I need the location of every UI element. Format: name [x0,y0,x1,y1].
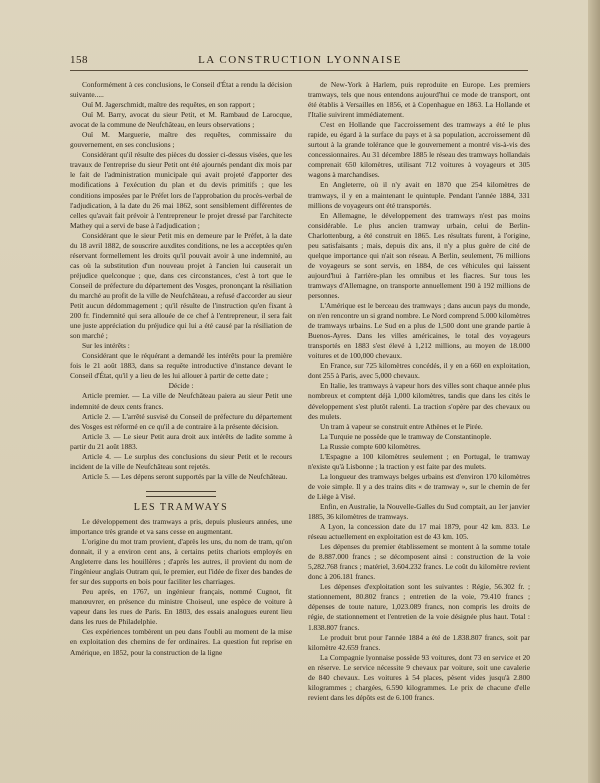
paragraph: Article 2. — L'arrêté susvisé du Conseil de préfecture du département des Vosges est réformé en ce qu'il a de contraire à la présente décision. [70,411,292,431]
paragraph: Article 4. — Le surplus des conclusions du sieur Petit et le recours incident de la ville de Neufchâteau sont rejetés. [70,451,292,471]
paragraph: Enfin, en Australie, la Nouvelle-Galles du Sud comptait, au 1er janvier 1885, 36 kilomètres de tramways. [308,501,530,522]
paragraph: Les dépenses du premier établissement se montent à la somme totale de 8.887.000 francs ; se décomposent ainsi : construction de la voie 5,282.768 francs ; matériel, 3.604.232 francs. Le coût du kilomètre revient donc à 206.181 francs. [308,542,530,582]
paragraph: Ouï M. Barry, avocat du sieur Petit, et M. Rambaud de Larocque, avocat de la commune de Neufchâteau, en leurs observations ; [70,110,292,130]
paragraph: Considérant que le réquérant a demandé les intérêts pour la première fois le 21 août 1883, dans sa requête introductive d'instance devant le Conseil d'État, qu'il y a lieu de les lui allouer à partir de cette date ; [70,351,292,381]
paragraph: Ces expériences tombèrent un peu dans l'oubli au moment de la mise en exploitation des chemins de fer ordinaires. La question fut reprise en Amérique, en 1852, pour la construction de la ligne [70,627,292,657]
paragraph: L'origine du mot tram provient, d'après les uns, du nom de tram, qu'on donnait, il y a environ cent ans, à certains petits chariots employés en Angleterre dans les houillères ; d'après les autres, il provient du nom de l'ingénieur anglais Outram qui, le premier, eut l'idée de fixer des bandes de fer sur des supports en bois pour faciliter les charriages. [70,537,292,587]
paragraph: Le développement des tramways a pris, depuis plusieurs années, une importance très grande et va sans cesse en augmentant. [70,516,292,536]
paragraph: La Turquie ne possède que le tramway de Constantinople. [320,431,492,441]
tramways-article-start [70,517,292,658]
left-column [70,80,292,658]
paragraph: Article 3. — Le sieur Petit aura droit aux intérêts de ladite somme à partir du 21 août 1883. [70,431,292,451]
journal-title: LA CONSTRUCTION LYONNAISE [198,54,402,66]
paragraph: En Italie, les tramways à vapeur hors des villes sont chaque année plus nombreux et comptent déjà 1,000 kilomètres, tandis que dans les cités le développement s'est plutôt ralenti. La traction s'opère par des chevaux ou des mulets. [308,381,530,421]
page-edge-shadow [588,0,600,783]
paragraph: C'est en Hollande que l'accroissement des tramways a été le plus rapide, eu égard à la surface du pays et à sa population, accroissement dû surtout à la grande tolérance que le gouvernement a montré vis-à-vis des concessionnaires. Au 31 décembre 1885 le réseau des tramways hollandais comprenait 650 kilomètres, utilisant 712 voitures à voyageurs et 305 wagons à marchandises. [308,120,530,180]
decision-text [70,80,292,482]
paragraph: Les dépenses d'exploitation sont les suivantes : Régie, 56.302 fr. ; stationnement, 80.802 francs ; entretien de la voie, 79.410 francs ; dépenses de toute nature, 1,023.089 francs, non compris les droits de régie, de stationnement et l'entretien de la voie désignée plus haut. Total : 1.838.807 francs. [308,582,530,632]
tramways-article-continued [308,80,530,703]
paragraph: Ouï M. Marguerie, maître des requêtes, commissaire du gouvernement, en ses conclusions ; [70,130,292,150]
paragraph: Considérant qu'il résulte des pièces du dossier ci-dessus visées, que les travaux de l'entreprise du sieur Petit ont été ajournés pendant dix mois par le fait de l'administration municipale qui avait projeté d'apporter des modifications à l'exécution du plan et du devis primitifs ; que les conditions imposées par le Préfet lors de l'approbation du procès-verbal de l'adjudication, à la date du 26 mai 1862, sont sensiblement différentes de celles qu'avait fait prévoir à l'entrepreneur le projet dressé par l'architecte Mathey qui a servi de base à l'adjudication ; [70,150,292,230]
paragraph: L'Amérique est le berceau des tramways ; dans aucun pays du monde, on n'en rencontre un si grand nombre. Le Nord comprend 5.000 kilomètres de tramways urbains. Le Sud en a plus de 1,500 dont une grande partie à Buenos-Ayres. Dans les villes américaines, le total des voyageurs transportés en 1883 s'est élevé à 1,212 millions, au moyen de 18.000 voitures et de 100,000 chevaux. [308,301,530,361]
paragraph: Conformément à ces conclusions, le Conseil d'État a rendu la décision suivante..... [70,80,292,100]
right-column [308,80,530,703]
paragraph: La Compagnie lyonnaise possède 93 voitures, dont 73 en service et 20 en réserve. Le service nécessite 9 chevaux par voiture, soit une cavalerie de 840 chevaux. Les voitures à 54 places, pèsent vides jusqu'à 2.800 kilogrammes ; chargées, 6.590 kilogrammes. Le prix de chacune d'elle revient dans les dépôts est de 6.100 francs. [308,652,530,702]
paragraph: La longueur des tramways belges urbains est d'environ 170 kilomètres de voie simple. Il y a des trains dits « de tramway », sur le chemin de fer de Liège à Visé. [308,471,530,501]
paragraph: Décide : [168,381,194,391]
paragraph: La Russie compte 600 kilomètres. [320,441,421,451]
paragraph: L'Espagne a 100 kilomètres seulement ; en Portugal, le tramway n'existe qu'à Lisbonne ; la traction y est faite par des mulets. [308,451,530,471]
paragraph: Peu après, en 1767, un ingénieur français, nommé Cugnot, fit manœuvrer, en présence du ministre Choiseul, une espèce de voiture à vapeur dans les rues de Paris. En 1803, des essais analogues eurent lieu dans les rues de Philadelphie. [70,587,292,627]
section-divider [146,491,216,497]
section-title: LES TRAMWAYS [133,501,229,513]
page-number: 158 [70,54,88,66]
header-rule [70,70,528,71]
paragraph: Article premier. — La ville de Neufchâteau paiera au sieur Petit une indemnité de deux cents francs. [70,391,292,411]
page-header [70,54,530,68]
paragraph: En Allemagne, le développement des tramways n'est pas moins considérable. Le plus ancien tramway urbain, celui de Berlin-Charlottenburg, a été construit en 1865. Les résultats furent, à l'origine, peu satisfaisants ; mais, depuis dix ans, il n'y a plus guère de cité de quelque importance qui n'ait son réseau. A Berlin, seulement, 76 millions de voyageurs se sont servis, en 1884, de ces véhicules qui laissent aujourd'hui à l'arrière-plan les omnibus et les fiacres. Sur tous les tramways d'Allemagne, on transporte annuellement 190 à 192 millions de personnes. [308,210,530,300]
paragraph: Article 5. — Les dépens seront supportés par la ville de Neufchâteau. [82,471,288,481]
paragraph: Le produit brut pour l'année 1884 a été de 1.838.807 francs, soit par kilomètre 42.659 francs. [308,632,530,652]
paragraph: Ouï M. Jagerschmidt, maître des requêtes, en son rapport ; [82,100,255,110]
paragraph: Un tram à vapeur se construit entre Athènes et le Pirée. [320,421,483,431]
paragraph: Considérant que le sieur Petit mis en demeure par le Préfet, à la date du 18 avril 1882, de souscrire auxdites conditions, ne les a acceptées qu'en réservant formellement les droits qu'il pouvait avoir à une indemnité, au cas où la substitution d'un nouveau projet à l'ancien lui causerait un préjudice quelconque ; que, dans ces circonstances, c'est à tort que le Conseil de préfecture du département des Vosges, prononçant la résiliation du marché au profit de la ville de Neufchâteau, a refusé d'accorder au sieur Petit aucun dédommagement ; qu'il résulte de l'instruction qu'en fixant à 200 fr. l'indemnité qui sera allouée de ce chef à l'entrepreneur, il sera fait une juste appréciation du préjudice qui lui a été causé par la résiliation de son marché ; [70,230,292,341]
paragraph: En France, sur 725 kilomètres concédés, il y en a 660 en exploitation, dont 255 à Paris, avec 5,000 chevaux. [308,361,530,381]
paragraph: En Angleterre, où il n'y avait en 1870 que 254 kilomètres de tramways, il y en a maintenant le quintuple. Pendant l'année 1884, 331 millions de voyageurs ont été transportés. [308,180,530,210]
paragraph: A Lyon, la concession date du 17 mai 1879, pour 42 km. 833. Le réseau actuellement en exploitation est de 43 km. 105. [308,522,530,542]
paragraph: de New-York à Harlem, puis reproduite en Europe. Les premiers tramways, tels que nous entendons aujourd'hui ce mode de transport, ont été établis à Versailles en 1856, et à Copenhague en 1863. La Hollande et l'Italie suivirent immédiatement. [308,80,530,120]
paragraph: Sur les intérêts : [82,341,130,351]
